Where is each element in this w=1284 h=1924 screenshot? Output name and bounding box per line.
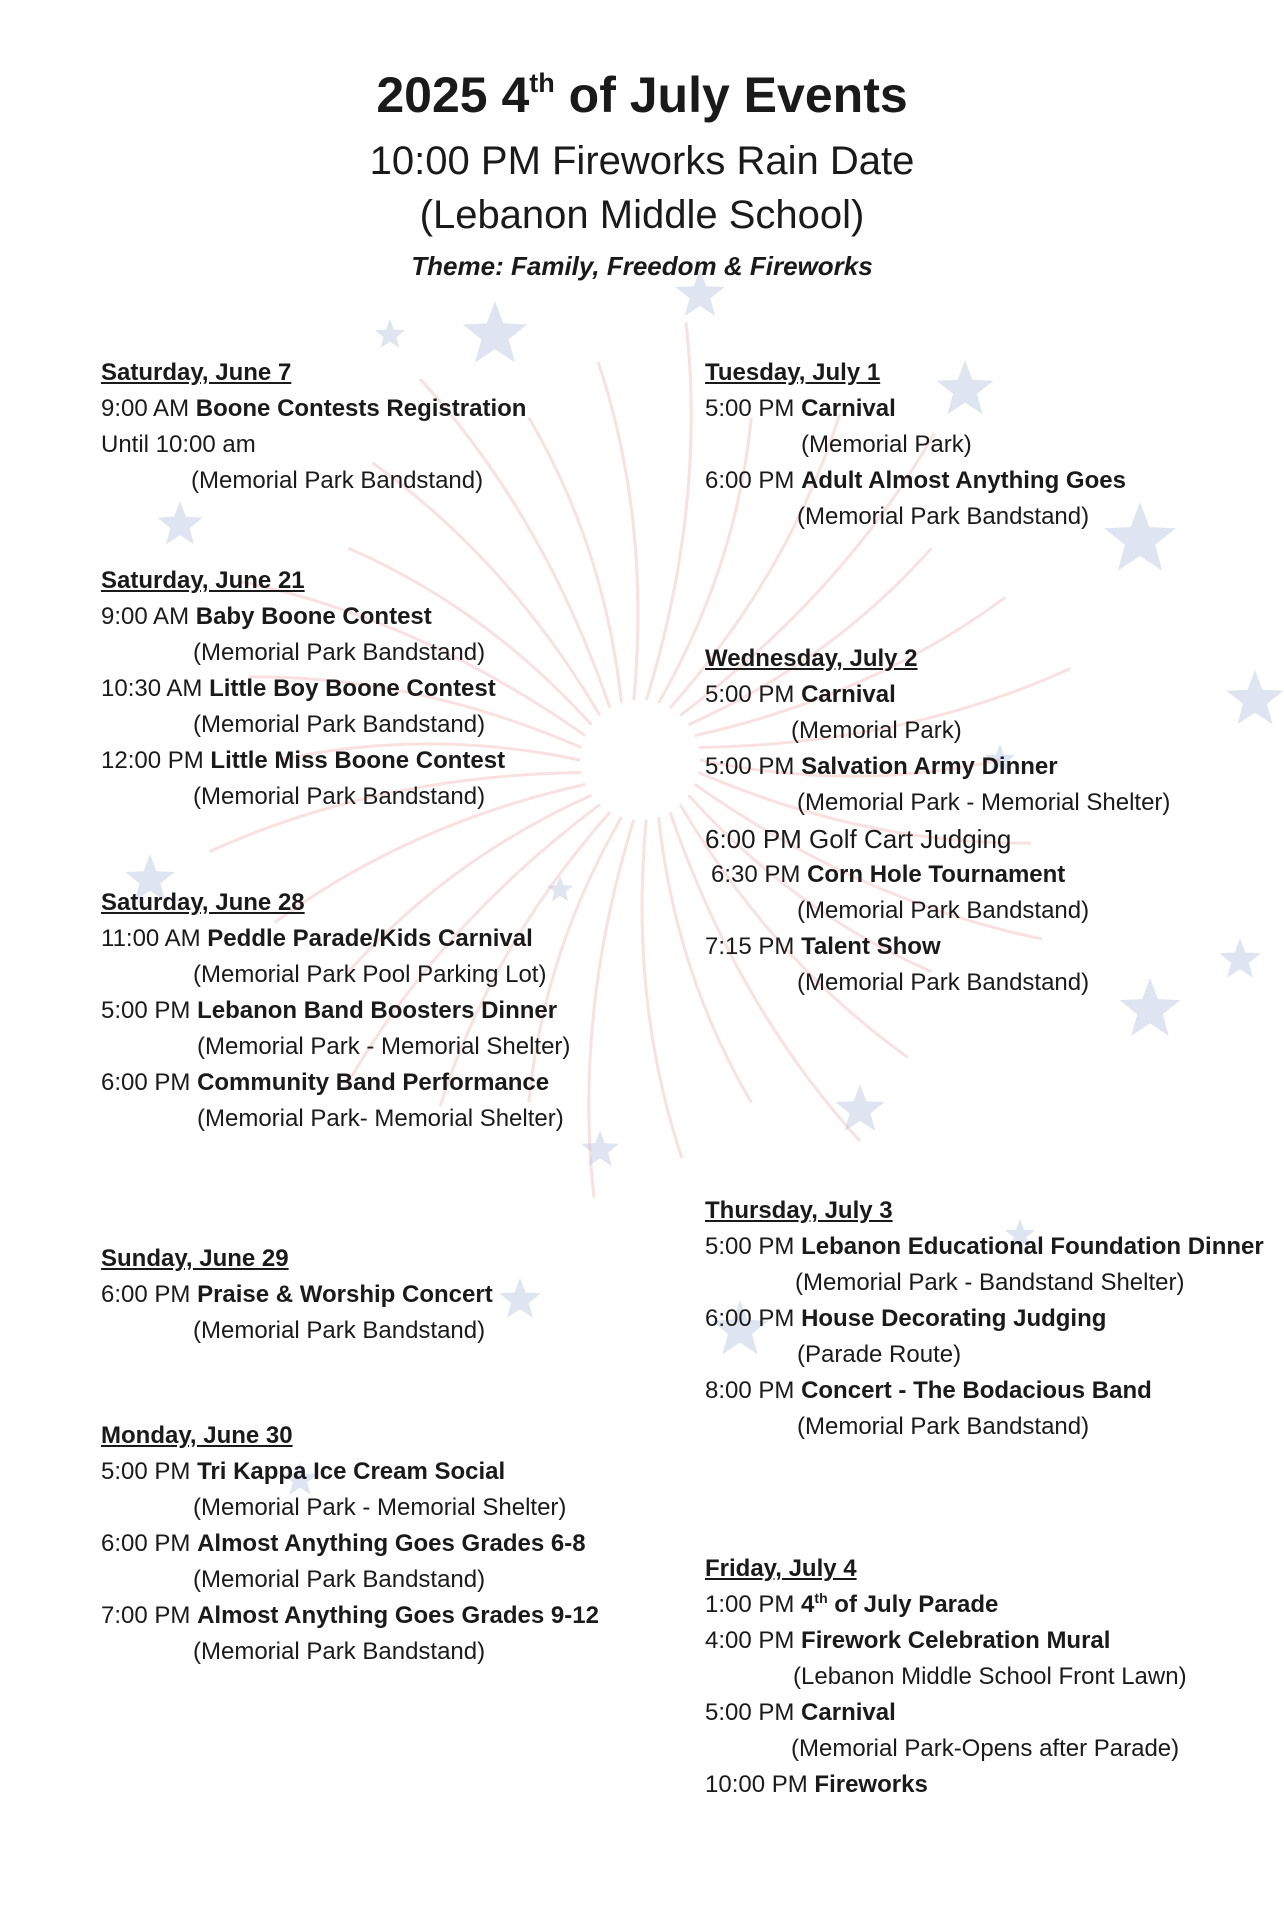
event-item: 6:00 PM Community Band Performance bbox=[101, 1069, 550, 1096]
event-location: (Memorial Park Bandstand) bbox=[193, 783, 486, 810]
event-location: (Memorial Park-Opens after Parade) bbox=[791, 1735, 1180, 1762]
event-location: (Memorial Park Bandstand) bbox=[797, 969, 1090, 996]
event-item: 9:00 AM Baby Boone Contest bbox=[101, 603, 432, 630]
event-item: 7:00 PM Almost Anything Goes Grades 9-12 bbox=[101, 1602, 599, 1629]
event-location: (Memorial Park) bbox=[791, 717, 962, 744]
event-item: 8:00 PM Concert - The Bodacious Band bbox=[705, 1377, 1152, 1404]
event-item: 6:00 PM Golf Cart Judging bbox=[705, 824, 1012, 854]
event-item: 4:00 PM Firework Celebration Mural bbox=[705, 1627, 1111, 1654]
event-item: 5:00 PM Carnival bbox=[705, 681, 896, 708]
day-friday-july-4 bbox=[705, 1554, 1187, 1806]
day-wednesday-july-2 bbox=[705, 644, 1170, 1004]
day-saturday-june-21 bbox=[101, 566, 505, 818]
burst-streak bbox=[642, 820, 682, 1158]
day-date: Wednesday, July 2 bbox=[705, 645, 918, 672]
event-item: 6:00 PM House Decorating Judging bbox=[705, 1305, 1107, 1332]
day-date: Saturday, June 28 bbox=[101, 889, 305, 916]
event-item: 5:00 PM Carnival bbox=[705, 1699, 896, 1726]
event-location: (Memorial Park Bandstand) bbox=[797, 503, 1090, 530]
star-icon bbox=[1227, 670, 1284, 724]
event-item: 5:00 PM Salvation Army Dinner bbox=[705, 753, 1058, 780]
day-date: Thursday, July 3 bbox=[705, 1197, 893, 1224]
day-thursday-july-3 bbox=[705, 1196, 1264, 1448]
event-location: (Memorial Park Bandstand) bbox=[193, 1638, 486, 1665]
day-date: Saturday, June 21 bbox=[101, 567, 305, 594]
event-location: (Memorial Park - Bandstand Shelter) bbox=[795, 1269, 1185, 1296]
page-title: 2025 4th of July Events bbox=[376, 67, 908, 123]
star-icon bbox=[835, 1084, 884, 1131]
event-item: 10:30 AM Little Boy Boone Contest bbox=[101, 675, 496, 702]
event-item: 9:00 AM Boone Contests Registration bbox=[101, 395, 527, 422]
event-item: 6:30 PM Corn Hole Tournament bbox=[711, 861, 1066, 888]
day-date: Sunday, June 29 bbox=[101, 1245, 289, 1272]
event-item: 5:00 PM Carnival bbox=[705, 395, 896, 422]
event-item: 12:00 PM Little Miss Boone Contest bbox=[101, 747, 506, 774]
day-date: Friday, July 4 bbox=[705, 1555, 857, 1582]
rain-date: 10:00 PM Fireworks Rain Date bbox=[369, 139, 915, 183]
star-icon bbox=[1219, 938, 1261, 978]
event-note: Until 10:00 am bbox=[101, 431, 256, 458]
star-icon bbox=[581, 1130, 619, 1166]
event-location: (Memorial Park) bbox=[801, 431, 972, 458]
event-location: (Memorial Park Bandstand) bbox=[193, 639, 486, 666]
event-location: (Memorial Park Bandstand) bbox=[797, 1413, 1090, 1440]
event-item: 1:00 PM 4th of July Parade bbox=[705, 1590, 999, 1618]
day-monday-june-30 bbox=[101, 1421, 599, 1673]
theme-line: Theme: Family, Freedom & Fireworks bbox=[411, 251, 873, 281]
burst-streak bbox=[589, 820, 634, 1198]
burst-streak bbox=[598, 362, 638, 700]
day-sunday-june-29 bbox=[101, 1244, 493, 1352]
day-saturday-june-28 bbox=[101, 888, 570, 1140]
event-item: 6:00 PM Adult Almost Anything Goes bbox=[705, 467, 1126, 494]
event-item: 11:00 AM Peddle Parade/Kids Carnival bbox=[101, 925, 533, 952]
event-location: (Memorial Park- Memorial Shelter) bbox=[197, 1105, 564, 1132]
event-location: (Memorial Park - Memorial Shelter) bbox=[193, 1494, 567, 1521]
burst-streak bbox=[529, 418, 622, 703]
star-icon bbox=[499, 1278, 541, 1318]
day-date: Monday, June 30 bbox=[101, 1422, 293, 1449]
day-tuesday-july-1 bbox=[705, 358, 1126, 538]
day-date: Tuesday, July 1 bbox=[705, 359, 881, 386]
burst-streak bbox=[646, 322, 691, 700]
event-item: 6:00 PM Almost Anything Goes Grades 6-8 bbox=[101, 1530, 586, 1557]
event-location: (Parade Route) bbox=[797, 1341, 962, 1368]
event-location: (Memorial Park - Memorial Shelter) bbox=[797, 789, 1171, 816]
rain-location: (Lebanon Middle School) bbox=[419, 193, 865, 237]
event-item: 5:00 PM Lebanon Band Boosters Dinner bbox=[101, 997, 558, 1024]
day-date: Saturday, June 7 bbox=[101, 359, 292, 386]
event-item: 10:00 PM Fireworks bbox=[705, 1771, 928, 1798]
event-item: 6:00 PM Praise & Worship Concert bbox=[101, 1281, 493, 1308]
event-location: (Lebanon Middle School Front Lawn) bbox=[793, 1663, 1187, 1690]
event-location: (Memorial Park Bandstand) bbox=[193, 1317, 486, 1344]
event-location: (Memorial Park Pool Parking Lot) bbox=[193, 961, 547, 988]
day-saturday-june-7 bbox=[101, 358, 526, 502]
event-item: 5:00 PM Lebanon Educational Foundation Dinner bbox=[705, 1233, 1264, 1260]
event-item: 7:15 PM Talent Show bbox=[705, 933, 941, 960]
event-location: (Memorial Park Bandstand) bbox=[797, 897, 1090, 924]
event-location: (Memorial Park - Memorial Shelter) bbox=[197, 1033, 571, 1060]
event-location: (Memorial Park Bandstand) bbox=[193, 1566, 486, 1593]
star-icon bbox=[375, 319, 405, 348]
star-icon bbox=[463, 301, 528, 363]
event-location: (Memorial Park Bandstand) bbox=[191, 467, 484, 494]
star-icon bbox=[157, 501, 203, 544]
event-location: (Memorial Park Bandstand) bbox=[193, 711, 486, 738]
event-item: 5:00 PM Tri Kappa Ice Cream Social bbox=[101, 1458, 506, 1485]
page-header bbox=[0, 62, 1284, 284]
